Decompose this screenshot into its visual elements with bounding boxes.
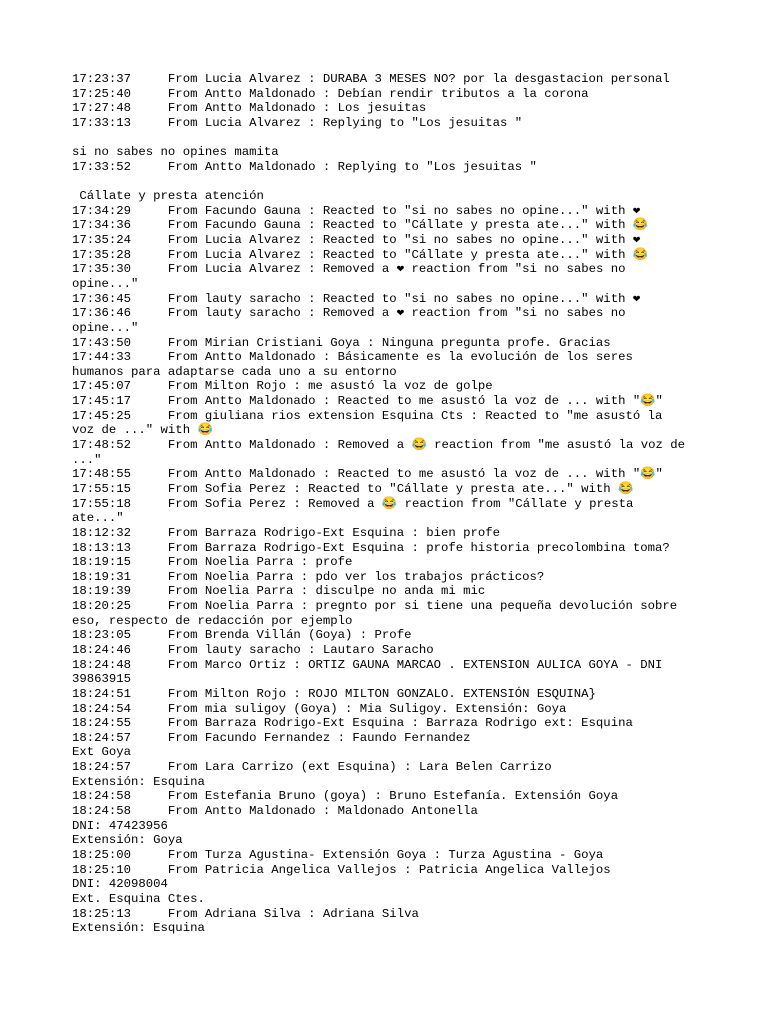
chat-line: 18:12:32 From Barraza Rodrigo-Ext Esquina : bien profe [72,525,501,540]
chat-line: DNI: 47423956 [72,818,168,833]
chat-line: Extensión: Goya [72,833,183,848]
chat-line: 17:23:37 From Lucia Alvarez : DURABA 3 MESES NO? por la desgastacion personal [72,72,670,86]
chat-line: 18:24:57 From Facundo Fernandez : Faundo Fernandez [72,730,471,745]
chat-line: 17:33:52 From Antto Maldonado : Replying to "Los jesuitas " [72,159,537,174]
chat-line: ate..." [72,511,124,526]
chat-line: 17:36:46 From lauty saracho : Removed a ❤ reaction from "si no sabes no [72,306,626,321]
chat-line: 18:20:25 From Noelia Parra : pregnto por si tiene una pequeña devolución sobre [72,599,678,614]
chat-line: 17:48:52 From Antto Maldonado : Removed a 😂 reaction from "me asustó la voz de [72,438,686,453]
chat-line: Extensión: Esquina [72,774,205,789]
chat-line: 18:24:57 From Lara Carrizo (ext Esquina) : Lara Belen Carrizo [72,760,552,775]
chat-line: Ext. Esquina Ctes. [72,891,205,906]
chat-line: 17:25:40 From Antto Maldonado : Debían rendir tributos a la corona [72,86,589,101]
chat-line: Cállate y presta atención [72,189,264,204]
chat-line: voz de ..." with 😂 [72,423,213,438]
chat-line: 18:25:13 From Adriana Silva : Adriana Silva [72,906,419,921]
chat-line: 17:45:17 From Antto Maldonado : Reacted to me asustó la voz de ... with "😂" [72,394,663,409]
chat-line: 17:35:28 From Lucia Alvarez : Reacted to "Cállate y presta ate..." with 😂 [72,247,649,262]
chat-line: DNI: 42098004 [72,877,168,892]
chat-line: 17:55:15 From Sofia Perez : Reacted to "Cállate y presta ate..." with 😂 [72,481,634,496]
chat-line: 18:24:58 From Estefania Bruno (goya) : Bruno Estefanía. Extensión Goya [72,789,619,804]
chat-line: 17:43:50 From Mirian Cristiani Goya : Ninguna pregunta profe. Gracias [72,335,611,350]
chat-line: 18:24:58 From Antto Maldonado : Maldonado Antonella [72,804,478,819]
chat-line: ..." [72,452,102,467]
chat-line: opine..." [72,320,139,335]
chat-line: 17:34:29 From Facundo Gauna : Reacted to "si no sabes no opine..." with ❤ [72,203,641,218]
chat-line: 18:24:51 From Milton Rojo : ROJO MILTON GONZALO. EXTENSIÓN ESQUINA} [72,686,596,701]
chat-line: si no sabes no opines mamita [72,145,279,160]
chat-line: 18:19:15 From Noelia Parra : profe [72,555,353,570]
chat-line: opine..." [72,276,139,291]
chat-line: 18:19:31 From Noelia Parra : pdo ver los trabajos prácticos? [72,569,545,584]
chat-line: 39863915 [72,672,132,687]
chat-line: 18:13:13 From Barraza Rodrigo-Ext Esquina : profe historia precolombina toma? [72,540,670,555]
chat-line: 17:45:25 From giuliana rios extension Esquina Cts : Reacted to "me asustó la [72,408,663,423]
chat-line: 17:35:24 From Lucia Alvarez : Reacted to "si no sabes no opine..." with ❤ [72,233,641,248]
chat-line [72,174,702,189]
chat-line: 18:24:55 From Barraza Rodrigo-Ext Esquina : Barraza Rodrigo ext: Esquina [72,716,633,731]
chat-line: Extensión: Esquina [72,921,205,936]
chat-line: 17:35:30 From Lucia Alvarez : Removed a ❤ reaction from "si no sabes no [72,262,626,277]
chat-line: 18:25:00 From Turza Agustina- Extensión Goya : Turza Agustina - Goya [72,847,604,862]
chat-line: humanos para adaptarse cada uno a su entorno [72,364,397,379]
chat-line: 18:23:05 From Brenda Villán (Goya) : Profe [72,628,412,643]
chat-line: 17:27:48 From Antto Maldonado : Los jesuitas [72,101,427,116]
chat-line: 18:24:54 From mia suligoy (Goya) : Mia Suligoy. Extensión: Goya [72,701,567,716]
chat-line: 17:48:55 From Antto Maldonado : Reacted to me asustó la voz de ... with "😂" [72,467,663,482]
chat-line: Ext Goya [72,745,132,760]
chat-line: 18:19:39 From Noelia Parra : disculpe no anda mi mic [72,584,486,599]
chat-line: 18:25:10 From Patricia Angelica Vallejos : Patricia Angelica Vallejos [72,862,611,877]
chat-line: 18:24:48 From Marco Ortiz : ORTIZ GAUNA MARCAO . EXTENSION AULICA GOYA - DNI [72,657,663,672]
chat-line: 17:36:45 From lauty saracho : Reacted to "si no sabes no opine..." with ❤ [72,291,641,306]
chat-transcript [72,72,702,936]
chat-line: eso, respecto de redacción por ejemplo [72,613,353,628]
chat-line: 17:44:33 From Antto Maldonado : Básicamente es la evolución de los seres [72,350,633,365]
chat-line [72,131,702,146]
chat-line: 18:24:46 From lauty saracho : Lautaro Saracho [72,642,434,657]
chat-line: 17:55:18 From Sofia Perez : Removed a 😂 reaction from "Cállate y presta [72,496,634,511]
chat-line: 17:33:13 From Lucia Alvarez : Replying to "Los jesuitas " [72,115,523,130]
chat-line: 17:34:36 From Facundo Gauna : Reacted to "Cállate y presta ate..." with 😂 [72,218,649,233]
chat-line: 17:45:07 From Milton Rojo : me asustó la voz de golpe [72,379,493,394]
